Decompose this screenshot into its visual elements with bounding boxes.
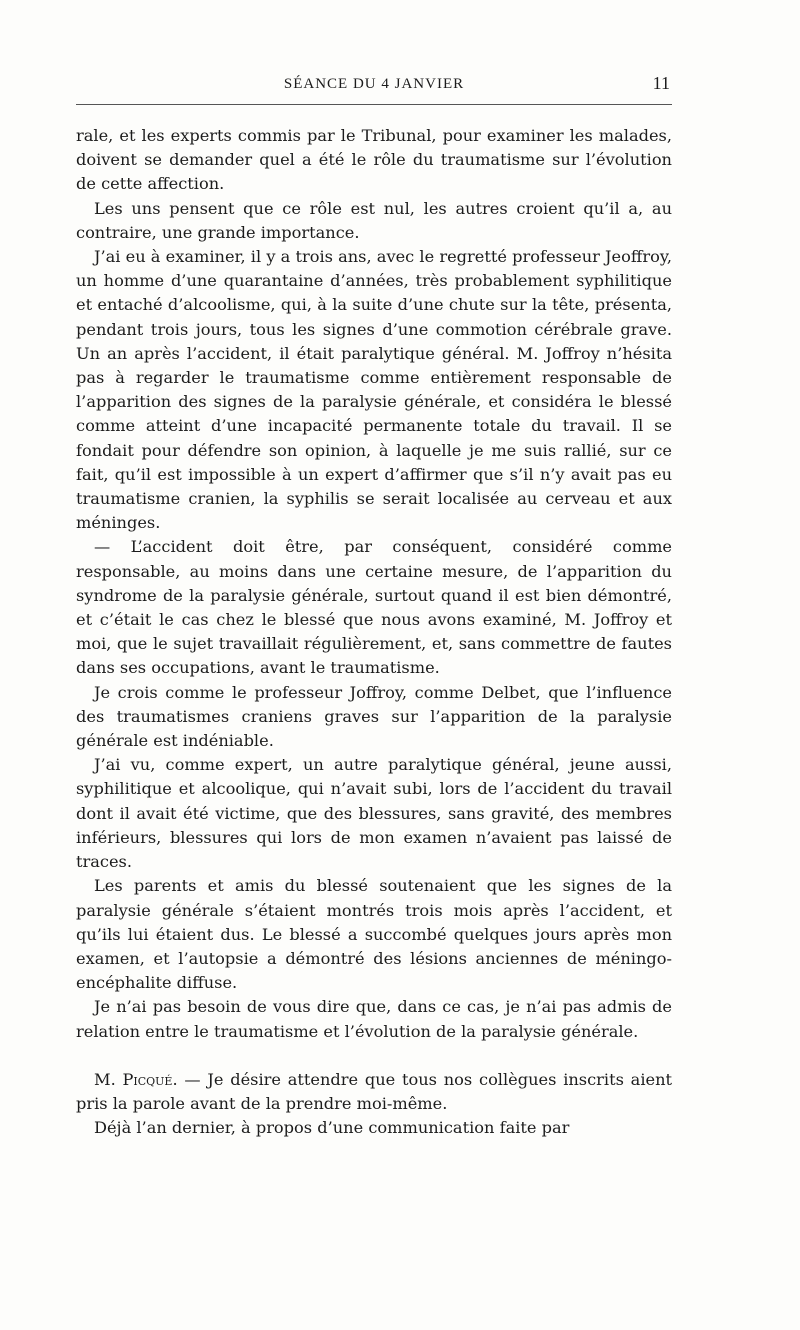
paragraph-8: Je n’ai pas besoin de vous dire que, dans ce cas, je n’ai pas admis de relation entre le traumatisme et l’évolution de la paralysie générale. (76, 997, 672, 1041)
paragraph-6: J’ai vu, comme expert, un autre paralytique général, jeune aussi, syphilitique et alcoolique, qui n’avait subi, lors de l’accident du travail dont il avait été victime, que des blessures, sans gravité, des membres inférieurs, blessures qui lors de mon examen n’avaient pas laissé de traces. (76, 755, 672, 872)
speaker-name: M. Picqué. (94, 1069, 178, 1089)
paragraph-9 (76, 1068, 672, 1116)
page-number: 11 (652, 73, 670, 93)
running-header (76, 72, 672, 96)
paragraph-1: rale, et les experts commis par le Tribunal, pour examiner les malades, doivent se demander quel a été le rôle du traumatisme sur l’évolution de cette affection. (76, 126, 672, 194)
body-text (76, 124, 672, 1140)
paragraph-3: J’ai eu à examiner, il y a trois ans, avec le regretté professeur Jeoffroy, un homme d’une quarantaine d’années, très probablement syphilitique et entaché d’alcoolisme, qui, à la suite d’une chute sur la tête, présenta, pendant trois jours, tous les signes d’une commotion cérébrale grave. Un an après l’accident, il était paralytique général. M. Joffroy n’hésita pas à regarder le traumatisme comme entièrement responsable de l’apparition des signes de la paralysie générale, et considéra le blessé comme atteint d’une incapacité permanente totale du travail. Il se fondait pour défendre son opinion, à laquelle je me suis rallié, sur ce fait, qu’il est impossible à un expert d’affirmer que s’il n’y avait pas eu traumatisme cranien, la syphilis se serait localisée au cerveau et aux méninges. (76, 247, 672, 533)
speaker-text: — Je désire attendre que tous nos collègues inscrits aient pris la parole avant de la prendre moi-même. (76, 1069, 673, 1113)
paragraph-10: Déjà l’an dernier, à propos d’une communication faite par (94, 1118, 570, 1138)
paragraph-5: Je crois comme le professeur Joffroy, comme Delbet, que l’influence des traumatismes craniens graves sur l’apparition de la paralysie générale est indéniable. (76, 682, 672, 751)
running-title: SÉANCE DU 4 JANVIER (283, 76, 465, 92)
paragraph-7: Les parents et amis du blessé soutenaient que les signes de la paralysie générale s’étaient montrés trois mois après l’accident, et qu’ils lui étaient dus. Le blessé a succombé quelques jours après mon examen, et l’autopsie a démontré des lésions anciennes de méningo-encéphalite diffuse. (76, 876, 672, 993)
paragraph-2: Les uns pensent que ce rôle est nul, les autres croient qu’il a, au contraire, une grande importance. (76, 198, 672, 242)
paragraph-4: — L’accident doit être, par conséquent, considéré comme responsable, au moins dans une certaine mesure, de l’apparition du syndrome de la paralysie générale, surtout quand il est bien démontré, et c’était le cas chez le blessé que nous avons examiné, M. Joffroy et moi, que le sujet travaillait régulièrement, et, sans commettre de fautes dans ses occupations, avant le traumatisme. (76, 537, 672, 678)
header-rule (76, 104, 672, 105)
